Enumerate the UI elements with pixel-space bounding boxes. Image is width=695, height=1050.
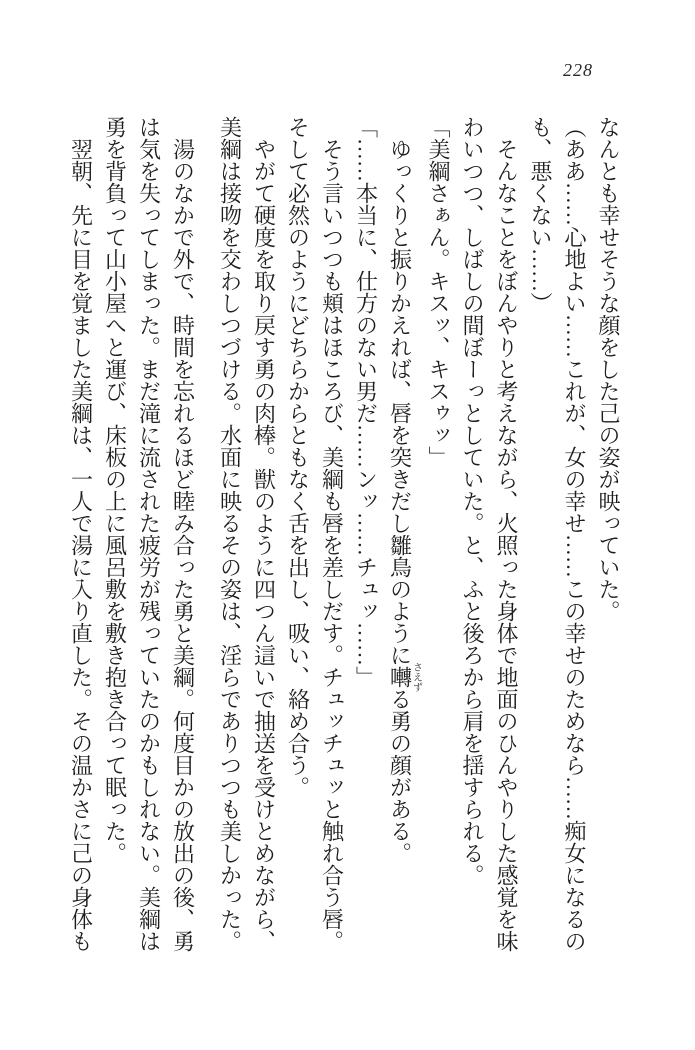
text-line: そして必然のようにどちらからともなく舌を出し、吸い、絡め合う。 (285, 116, 311, 798)
text-line: （ああ……心地よい……これが、女の幸せ……この幸せのためなら……痴女になるの (562, 116, 587, 952)
text-line: わいつつ、しばしの間ぼーっとしていた。と、ふと後ろから肩を揺すられる。 (460, 116, 485, 886)
text-line: なんとも幸せそうな顔をした己の姿が映っていた。 (596, 116, 621, 622)
text-line: そう言いつつも頬はほころび、美綱も唇を差しだす。チュッチュッと触れ合う唇。 (319, 138, 345, 952)
text-line: 勇を背負って山小屋へと運び、床板の上に風呂敷を敷き抱き合って眠った。 (102, 116, 128, 864)
text-line: は気を失ってしまった。まだ滝に流された疲労が残っていたのかもしれない。美綱は (136, 116, 162, 952)
text-line: 「美綱さぁん。キスッ、キスゥッ」 (426, 116, 451, 468)
text-line: も、悪くない……） (528, 116, 553, 314)
text-line: 湯のなかで外で、時間を忘れるほど睦み合った勇と美綱。何度目かの放出の後、勇 (170, 138, 196, 952)
text-line: そんなことをぼんやりと考えながら、火照った身体で地面のひんやりした感覚を味 (494, 138, 519, 952)
furigana-ruby: 囀さえず (387, 662, 422, 692)
text-line: 美綱は接吻を交わしつづける。水面に映るその姿は、淫らでありつつも美しかった。 (217, 116, 243, 952)
text-line: やがて硬度を取り戻す勇の肉棒。獣のように四つん這いで抽送を受けとめながら、 (251, 138, 277, 952)
text-line: 翌朝、先に目を覚ました美綱は、一人で湯に入り直した。その温かさに己の身体も (68, 138, 94, 952)
text-line: 「……本当に、仕方のない男だ……ンッ……チュッ……」 (353, 116, 379, 688)
text-block (64, 116, 626, 964)
text-line: ゆっくりと振りかえれば、唇を突きだし雛鳥のように囀さえずる勇の顔がある。 (387, 138, 422, 864)
page-number: 228 (563, 60, 593, 80)
